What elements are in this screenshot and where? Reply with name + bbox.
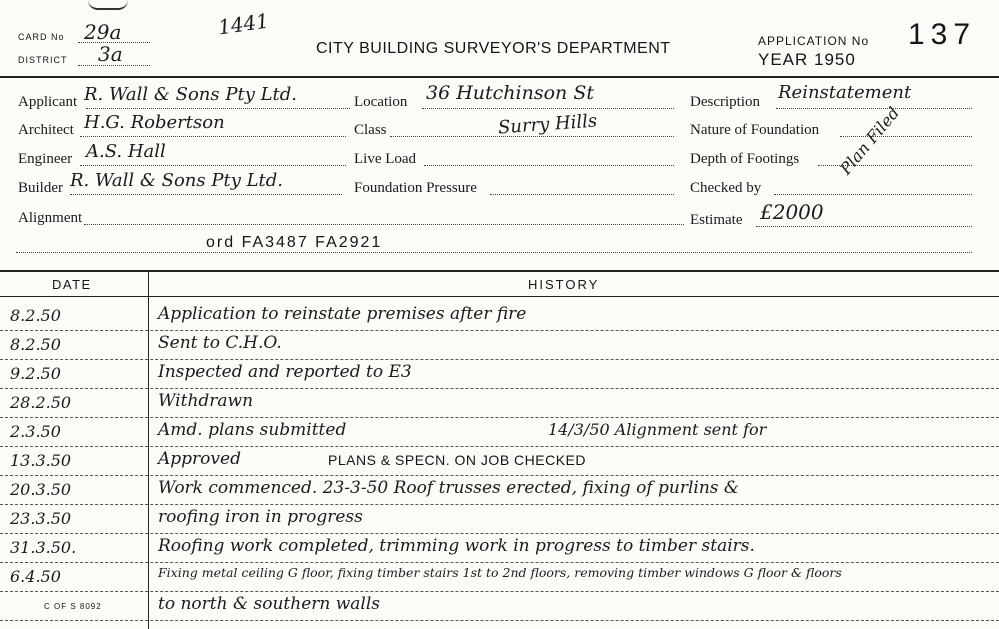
date-column-header: DATE xyxy=(52,277,92,292)
location-label: Location xyxy=(354,94,408,110)
estimate-value: £2000 xyxy=(760,200,824,224)
history-row-date: 31.3.50. xyxy=(10,538,77,557)
history-row-rule xyxy=(0,330,999,331)
history-row-text: Roofing work completed, trimming work in progress to timber stairs. xyxy=(158,536,755,556)
estimate-label: Estimate xyxy=(690,212,743,228)
history-row-rule xyxy=(0,475,999,476)
engineer-value: A.S. Hall xyxy=(86,141,166,162)
card-no-label: CARD No xyxy=(18,32,65,42)
applicant-label: Applicant xyxy=(18,94,78,110)
top-fold-mark xyxy=(88,0,128,10)
card-no-value: 29a xyxy=(84,20,122,44)
history-row-text: Inspected and reported to E3 xyxy=(158,362,412,382)
builder-label: Builder xyxy=(18,180,63,196)
history-row-text: to north & southern walls xyxy=(158,594,381,614)
description-value: Reinstatement xyxy=(778,82,912,103)
engineer-label: Engineer xyxy=(18,151,73,167)
description-label: Description xyxy=(690,94,760,110)
form-code: C OF S 8092 xyxy=(44,602,102,611)
history-row-note: 14/3/50 Alignment sent for xyxy=(548,420,767,439)
builder-value: R. Wall & Sons Pty Ltd. xyxy=(70,170,284,191)
table-column-divider xyxy=(148,270,149,629)
history-row-date: 20.3.50 xyxy=(10,480,72,499)
history-row-text: Sent to C.H.O. xyxy=(158,333,282,353)
checked-by-label: Checked by xyxy=(690,180,762,196)
checked-by-value: Plan Filed xyxy=(836,103,904,179)
history-row-text: Withdrawn xyxy=(158,391,254,411)
history-row-date: 8.2.50 xyxy=(10,335,61,354)
history-row-rule xyxy=(0,620,999,621)
history-row-date: 2.3.50 xyxy=(10,422,61,441)
history-row-date: 28.2.50 xyxy=(10,393,72,412)
history-row-date: 23.3.50 xyxy=(10,509,72,528)
history-row-rule xyxy=(0,533,999,534)
history-row-date: 8.2.50 xyxy=(10,306,61,325)
history-row-rule xyxy=(0,591,999,592)
nature-of-foundation-label: Nature of Foundation xyxy=(690,122,820,138)
alignment-label: Alignment xyxy=(18,210,83,226)
history-row-rule xyxy=(0,446,999,447)
foundation-pressure-label: Foundation Pressure xyxy=(354,180,477,196)
architect-value: H.G. Robertson xyxy=(84,112,225,133)
architect-label: Architect xyxy=(18,122,74,138)
history-row-text: Work commenced. 23-3-50 Roof trusses erected, fixing of purlins & xyxy=(158,478,740,498)
margin-note: 1441 xyxy=(216,8,271,40)
live-load-label: Live Load xyxy=(354,151,417,167)
district-value: 3a xyxy=(98,42,123,66)
history-column-header: HISTORY xyxy=(528,277,600,292)
history-row-rule xyxy=(0,417,999,418)
class-label: Class xyxy=(354,122,387,138)
location-value: 36 Hutchinson St xyxy=(426,82,594,104)
history-row-text: Fixing metal ceiling G floor, fixing timber stairs 1st to 2nd floors, removing timber windows G floor & floors xyxy=(158,565,842,580)
table-top-rule xyxy=(0,270,999,272)
history-row-rule xyxy=(0,359,999,360)
history-row-rule xyxy=(0,562,999,563)
reference-note: ord FA3487 FA2921 xyxy=(206,234,383,251)
depth-of-footings-label: Depth of Footings xyxy=(690,151,800,167)
history-row-note: PLANS & SPECN. ON JOB CHECKED xyxy=(328,452,587,468)
history-row-rule xyxy=(0,504,999,505)
history-row-date: 13.3.50 xyxy=(10,451,72,470)
history-row-text: roofing iron in progress xyxy=(158,507,363,527)
header-divider xyxy=(0,76,999,78)
history-row-date: 6.4.50 xyxy=(10,567,61,586)
history-row-text: Amd. plans submitted xyxy=(158,420,347,440)
department-title: CITY BUILDING SURVEYOR'S DEPARTMENT xyxy=(316,40,671,57)
application-number: 137 xyxy=(908,18,977,51)
table-header-rule xyxy=(0,296,999,297)
history-row-text: Application to reinstate premises after fire xyxy=(158,304,527,324)
history-row-date: 9.2.50 xyxy=(10,364,61,383)
application-label: APPLICATION No xyxy=(758,34,870,48)
applicant-value: R. Wall & Sons Pty Ltd. xyxy=(84,84,298,105)
history-row-rule xyxy=(0,388,999,389)
year-label: YEAR 1950 xyxy=(758,50,856,69)
history-row-text: Approved xyxy=(158,449,241,469)
class-value: Surry Hills xyxy=(497,110,598,139)
district-label: DISTRICT xyxy=(18,55,68,65)
